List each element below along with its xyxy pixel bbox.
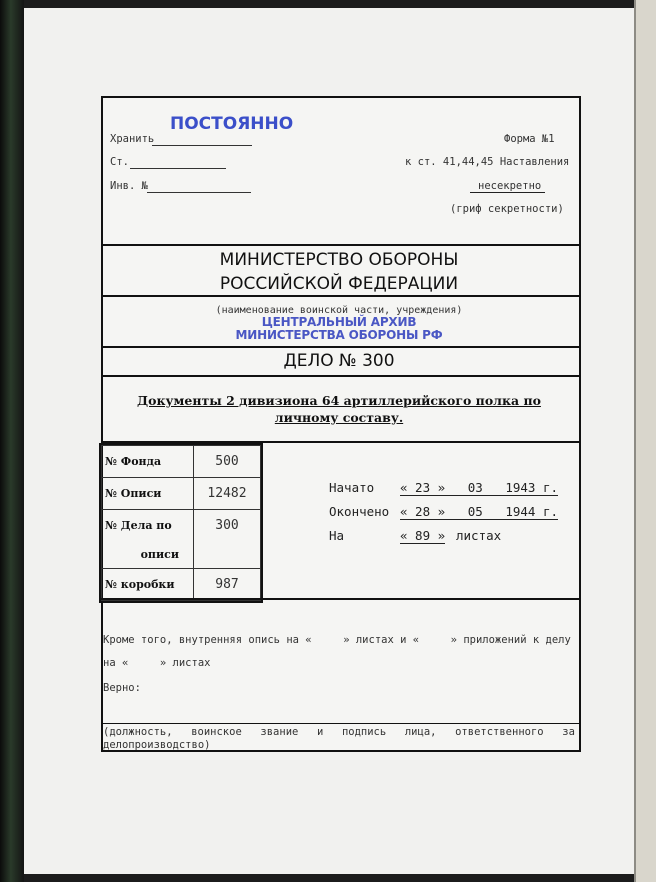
keep-underline bbox=[152, 133, 252, 146]
keep-label: Хранить bbox=[110, 133, 155, 145]
classification-caption: (гриф секретности) bbox=[450, 203, 564, 215]
st-underline bbox=[130, 156, 226, 169]
case-title: ДЕЛО № 300 bbox=[283, 351, 395, 371]
sheets-count: « 89 » bbox=[400, 528, 446, 543]
opis-label: № Описи bbox=[102, 478, 194, 510]
end-label: Окончено bbox=[329, 504, 390, 519]
signature-line bbox=[101, 723, 579, 724]
binder-spine bbox=[0, 0, 24, 882]
caption-word: лица, bbox=[404, 726, 437, 738]
caption-word: ответственного bbox=[455, 726, 544, 738]
inv-underline bbox=[147, 180, 251, 193]
verified-label: Верно: bbox=[103, 682, 141, 694]
divider-3 bbox=[101, 346, 579, 348]
signature-caption-line-1 bbox=[103, 726, 575, 738]
inv-label: Инв. № bbox=[110, 180, 148, 192]
inventory-note-line-2: на « » листах bbox=[103, 657, 211, 669]
box-label: № коробки bbox=[102, 568, 194, 600]
caption-word: за bbox=[562, 726, 575, 738]
classification-value: несекретно bbox=[470, 180, 545, 193]
ministry-line-2: РОССИЙСКОЙ ФЕДЕРАЦИИ bbox=[219, 274, 459, 294]
st-label: Ст. bbox=[110, 156, 129, 168]
caption-word: и bbox=[316, 726, 324, 738]
table-row bbox=[102, 510, 261, 541]
form-number: Форма №1 bbox=[504, 133, 555, 145]
delo-value: 300 bbox=[194, 510, 261, 541]
start-date: « 23 » 03 1943 г. bbox=[400, 480, 559, 495]
divider-6 bbox=[101, 598, 579, 600]
signature-caption-line-2: делопроизводство) bbox=[103, 739, 211, 751]
end-date: « 28 » 05 1944 г. bbox=[400, 504, 559, 519]
delo-label: № Дела по bbox=[102, 510, 194, 541]
opis-value: 12482 bbox=[194, 478, 261, 510]
sheets-suffix: листах bbox=[456, 528, 502, 543]
table-row bbox=[102, 446, 261, 478]
inventory-note-line-1: Кроме того, внутренняя опись на « » листах и « » приложений к делу bbox=[103, 634, 571, 646]
case-description-line-1: Документы 2 дивизиона 64 артиллерийского полка по bbox=[137, 393, 541, 408]
table-row bbox=[102, 568, 261, 600]
unit-caption: (наименование воинской части, учреждения) bbox=[215, 305, 463, 316]
divider-1 bbox=[101, 244, 579, 246]
st-reference: к ст. 41,44,45 Наставления bbox=[405, 156, 570, 168]
table-row bbox=[102, 541, 261, 568]
ministry-line-1: МИНИСТЕРСТВО ОБОРОНЫ bbox=[219, 250, 459, 270]
table-row bbox=[102, 478, 261, 510]
caption-word: (должность, bbox=[103, 726, 173, 738]
archive-stamp-line-2: МИНИСТЕРСТВА ОБОРОНЫ РФ bbox=[235, 328, 443, 342]
box-value: 987 bbox=[194, 568, 261, 600]
registry-table bbox=[99, 443, 263, 603]
delo-value-cont bbox=[194, 541, 261, 568]
divider-2 bbox=[101, 295, 579, 297]
caption-word: звание bbox=[260, 726, 299, 738]
fond-label: № Фонда bbox=[102, 446, 194, 478]
case-description-line-2: личному составу. bbox=[274, 410, 404, 425]
archive-stamp-line-1: ЦЕНТРАЛЬНЫЙ АРХИВ bbox=[261, 315, 417, 329]
sheets-label: На bbox=[329, 528, 345, 543]
fond-value: 500 bbox=[194, 446, 261, 478]
page-edge bbox=[634, 0, 656, 882]
caption-word: воинское bbox=[191, 726, 242, 738]
keep-stamp: ПОСТОЯННО bbox=[170, 114, 294, 134]
caption-word: подпись bbox=[341, 726, 387, 738]
start-label: Начато bbox=[329, 480, 375, 495]
delo-label-cont: описи bbox=[102, 541, 194, 568]
divider-4 bbox=[101, 375, 579, 377]
